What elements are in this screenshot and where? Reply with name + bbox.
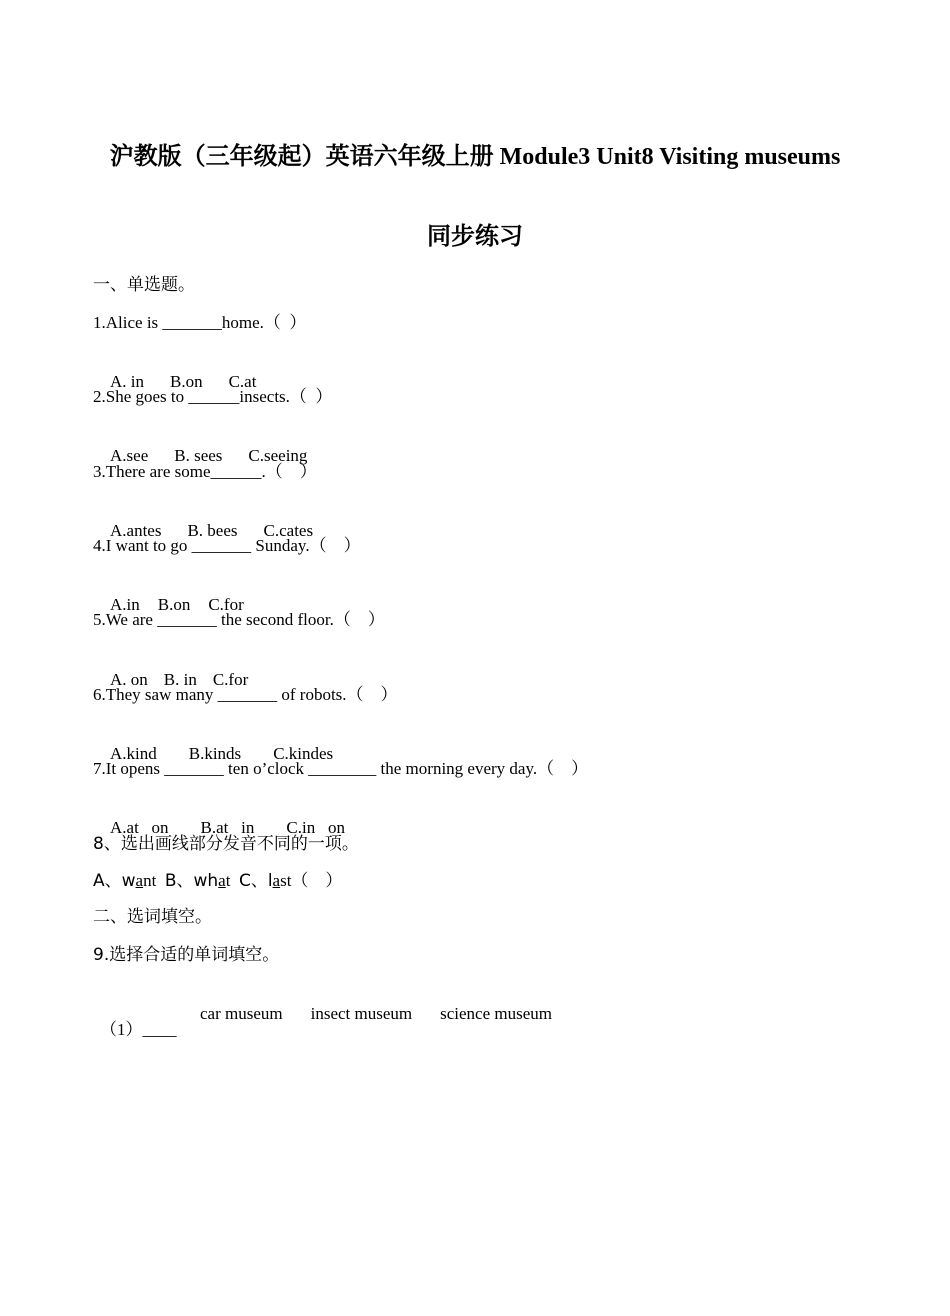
option: C.kindes: [273, 744, 334, 763]
word-bank-item: insect museum: [310, 1004, 413, 1023]
option: A.antes: [110, 521, 162, 540]
question-8: 8、选出画线部分发音不同的一项。: [93, 834, 359, 854]
option: C.for: [208, 595, 244, 614]
worksheet-title: 沪教版（三年级起）英语六年级上册 Module3 Unit8 Visiting museums: [109, 144, 841, 170]
option: B.on: [170, 372, 203, 391]
option: B. bees: [187, 521, 238, 540]
question-8-options: [93, 870, 342, 892]
word-bank-item: science museum: [440, 1004, 553, 1023]
worksheet-subtitle: 同步练习: [427, 222, 523, 250]
option: C.at: [228, 372, 257, 391]
section-heading-fill-in: 二、选词填空。: [93, 907, 212, 927]
question-4: 4.I want to go _______ Sunday.（ ）: [93, 536, 361, 555]
option: C.in on: [286, 818, 345, 837]
word-bank-item: car museum: [200, 1004, 283, 1023]
question-9-blank-1: （1）____: [100, 1020, 177, 1039]
underlined-letter: a: [218, 871, 226, 890]
option: B.on: [157, 595, 191, 614]
option-c-prefix: C、l: [238, 871, 273, 891]
question-2: 2.She goes to ______insects.（ ）: [93, 387, 333, 406]
underlined-letter: a: [135, 871, 144, 890]
option: B. sees: [174, 446, 223, 465]
option: A. in: [110, 372, 144, 391]
question-5: 5.We are _______ the second floor.（ ）: [93, 610, 385, 629]
question-1: 1.Alice is _______home.（ ）: [93, 313, 307, 332]
question-6: 6.They saw many _______ of robots.（ ）: [93, 685, 398, 704]
word-bank: [183, 981, 552, 1047]
section-heading-single-choice: 一、单选题。: [93, 275, 195, 295]
option: C.seeing: [248, 446, 308, 465]
option: B.kinds: [188, 744, 242, 763]
option: A. on: [110, 670, 148, 689]
option: B.at in: [200, 818, 255, 837]
option: B. in: [163, 670, 197, 689]
question-9: 9.选择合适的单词填空。: [93, 945, 280, 965]
option-b-prefix: B、wh: [164, 871, 219, 891]
option: A.at on: [110, 818, 169, 837]
underlined-letter: a: [272, 871, 281, 890]
option: C.cates: [263, 521, 314, 540]
option: A.in: [110, 595, 140, 614]
option: A.see: [110, 446, 149, 465]
question-7: 7.It opens _______ ten o’clock ________ the morning every day.（ ）: [93, 759, 589, 778]
option-a-suffix: nt: [143, 871, 157, 890]
option: C.for: [212, 670, 249, 689]
option-b-suffix: t: [225, 871, 231, 890]
question-3: 3.There are some______.（ ）: [93, 462, 317, 481]
option-a-prefix: A、w: [93, 871, 136, 891]
option-c-suffix: st（ ）: [280, 871, 343, 890]
option: A.kind: [110, 744, 157, 763]
